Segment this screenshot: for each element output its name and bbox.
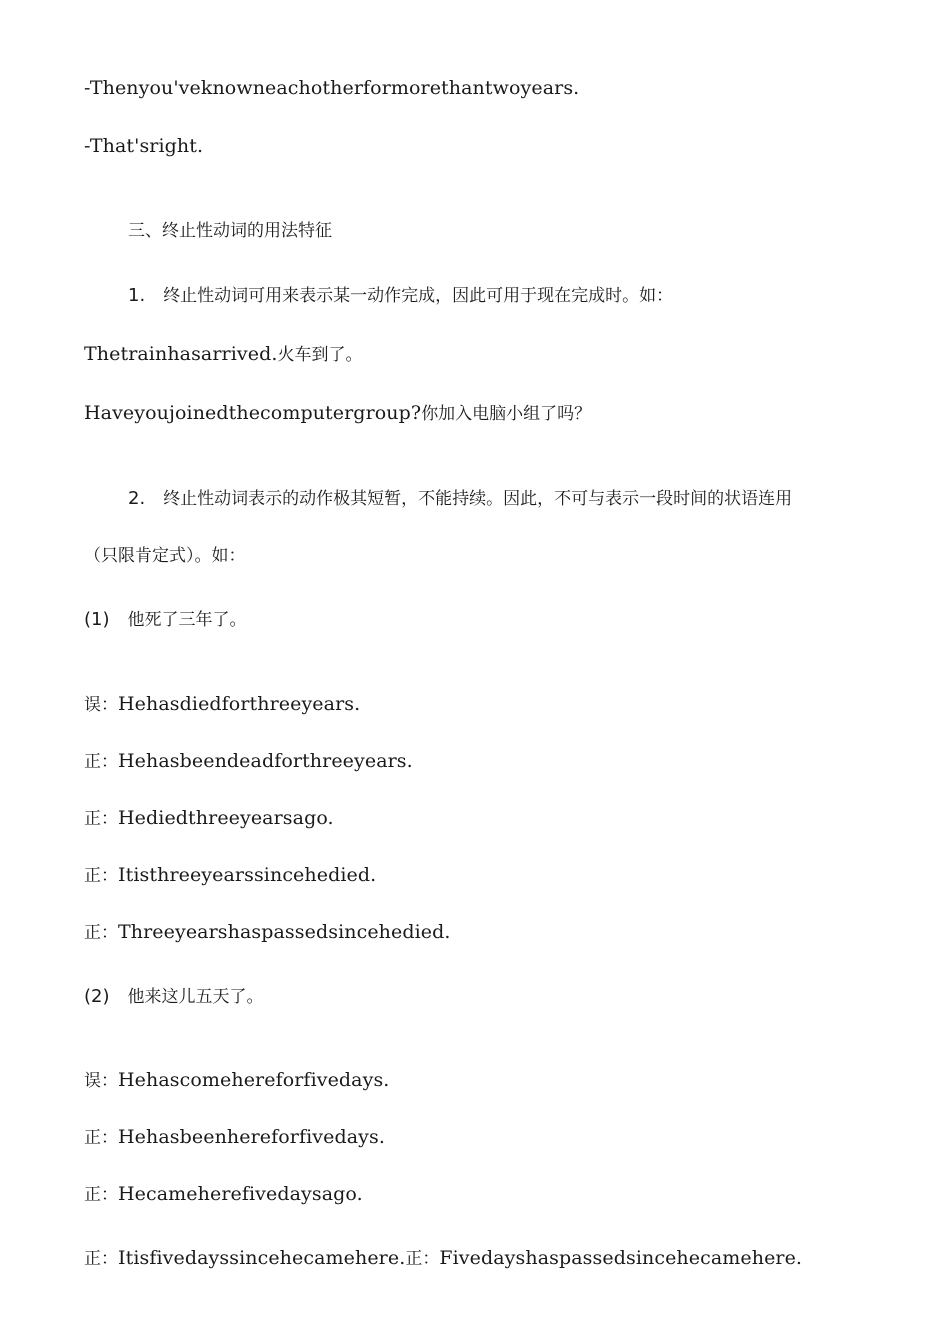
case-1-label: (1)	[84, 609, 110, 630]
dialogue-line-2: -That'sright.	[84, 135, 204, 157]
case-2-item-2-text: Hecameherefivedaysago.	[118, 1183, 363, 1205]
point-1	[128, 283, 673, 308]
case-2-label: (2)	[84, 986, 110, 1007]
point-2-text-continued: （只限肯定式）。如：	[84, 546, 246, 566]
case-2-item	[84, 1068, 389, 1093]
case-1-title-text: 他死了三年了。	[127, 610, 247, 630]
case-1-item	[84, 920, 451, 945]
section-heading: 三、终止性动词的用法特征	[128, 221, 332, 241]
case-1-item-4-mark: 正：	[84, 923, 118, 943]
example-1	[84, 342, 362, 367]
case-2-item-1-mark: 正：	[84, 1128, 118, 1148]
case-2-last-text-1: Itisfivedayssincehecamehere.	[118, 1247, 406, 1269]
case-2-title-text: 他来这儿五天了。	[127, 987, 264, 1007]
case-1-item	[84, 692, 360, 717]
case-1-item-4-text: Threeyearshaspassedsincehedied.	[118, 921, 451, 943]
case-2-last-text-2: Fivedayshaspassedsincehecamehere.	[439, 1247, 803, 1269]
case-1-item	[84, 806, 334, 831]
case-1-item	[84, 863, 376, 888]
point-1-number: 1.	[128, 285, 146, 306]
case-2-item-1-text: Hehasbeenhereforfivedays.	[118, 1126, 385, 1148]
example-1-english: Thetrainhasarrived.	[84, 343, 278, 365]
example-1-chinese: 火车到了。	[277, 345, 363, 365]
case-2-item	[84, 1125, 385, 1150]
case-1-item-3-text: Itisthreeyearssincehedied.	[118, 864, 377, 886]
example-2-english: Haveyoujoinedthecomputergroup?	[84, 402, 422, 424]
case-1-item	[84, 749, 413, 774]
case-1-item-2-text: Hediedthreeyearsago.	[118, 807, 334, 829]
case-2-title	[84, 984, 264, 1009]
point-1-text: 终止性动词可用来表示某一动作完成，因此可用于现在完成时。如：	[163, 286, 674, 306]
case-1-item-0-mark: 误：	[84, 695, 118, 715]
case-1-item-1-text: Hehasbeendeadforthreeyears.	[118, 750, 413, 772]
case-1-item-0-text: Hehasdiedforthreeyears.	[118, 693, 361, 715]
case-2-last-mark-1: 正：	[84, 1249, 118, 1269]
point-2-text: 终止性动词表示的动作极其短暂，不能持续。因此，不可与表示一段时间的状语连用	[163, 489, 793, 509]
case-2-item-0-text: Hehascomehereforfivedays.	[118, 1069, 390, 1091]
case-2-item-0-mark: 误：	[84, 1071, 118, 1091]
case-2-last-line	[84, 1246, 802, 1271]
point-2-number: 2.	[128, 488, 146, 509]
case-2-item	[84, 1182, 363, 1207]
case-1-title	[84, 607, 247, 632]
dialogue-line-1: -Thenyou'veknowneachotherformorethantwoyears.	[84, 77, 580, 99]
example-2	[84, 401, 591, 426]
case-1-item-3-mark: 正：	[84, 866, 118, 886]
case-1-item-2-mark: 正：	[84, 809, 118, 829]
example-2-chinese: 你加入电脑小组了吗？	[421, 404, 592, 424]
case-1-item-1-mark: 正：	[84, 752, 118, 772]
point-2	[128, 486, 792, 511]
case-2-last-mark-2: 正：	[405, 1249, 440, 1269]
case-2-item-2-mark: 正：	[84, 1185, 118, 1205]
